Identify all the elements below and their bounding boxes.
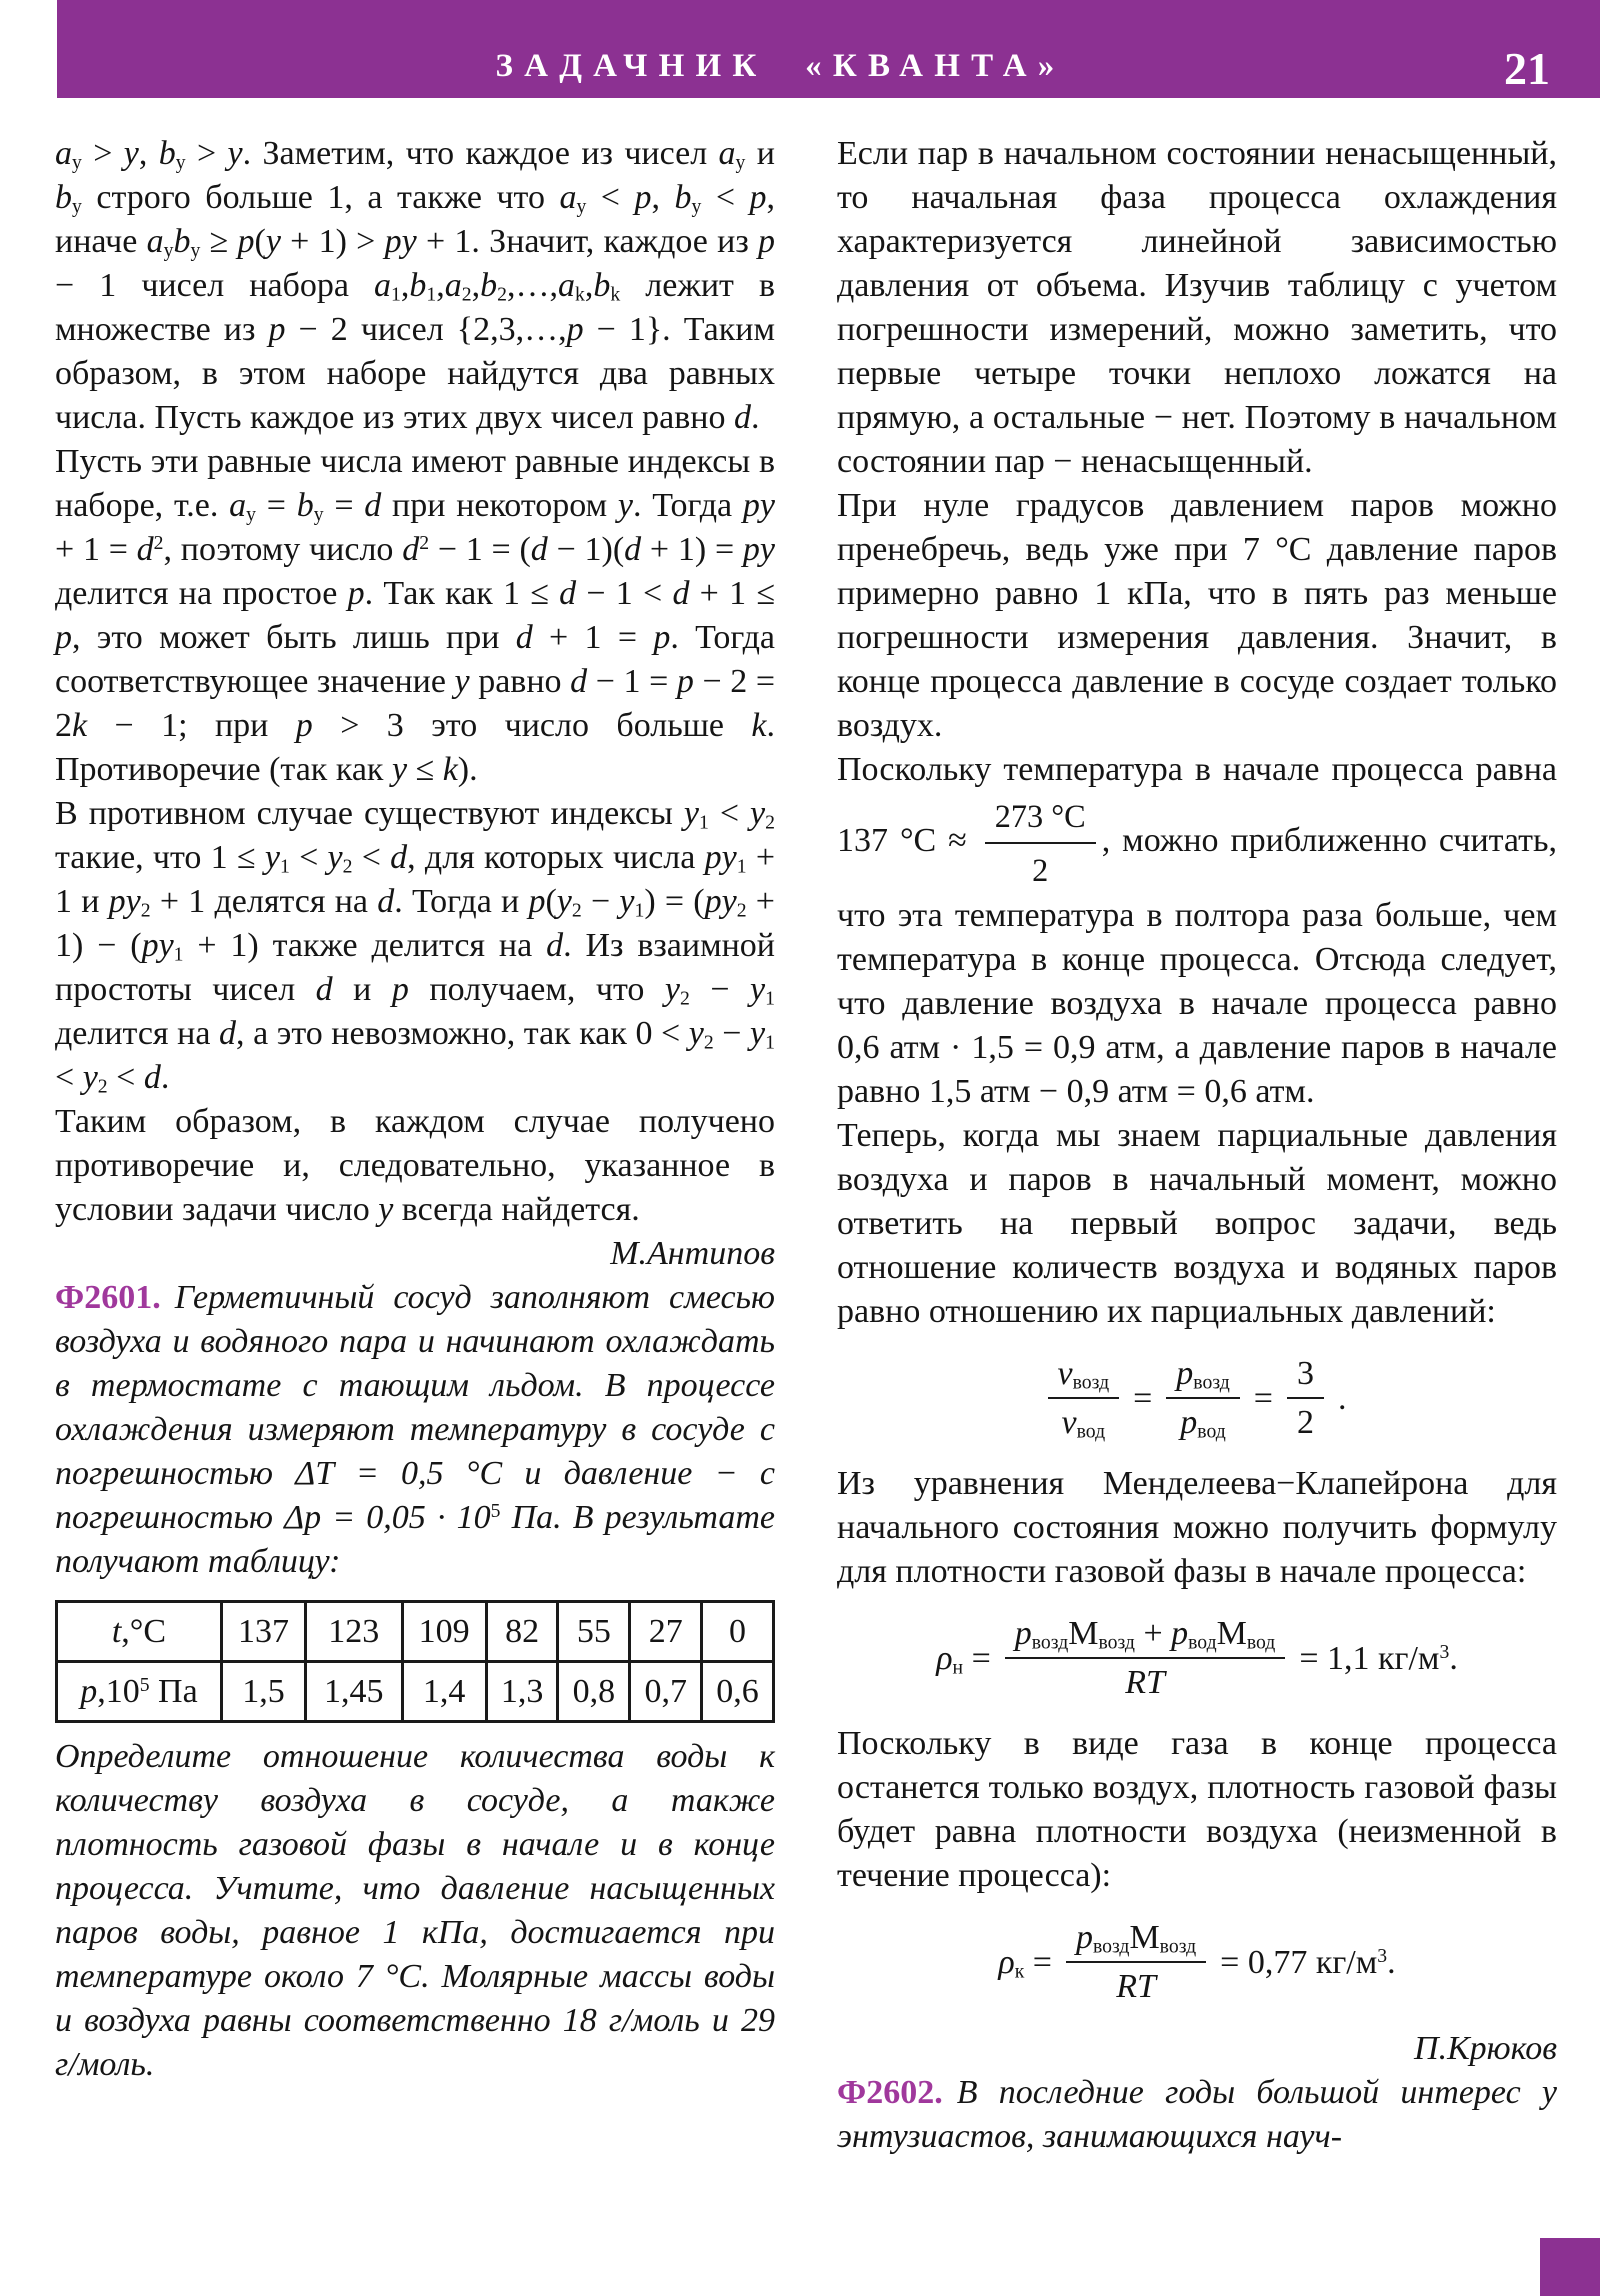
problem-statement: Герметичный сосуд заполняют смесью воздуха и водяного пара и начинают охлаждать в термостате с тающим льдом. В процессе охлаждения измеряют температуру в сосуде с погрешностью ΔT = 0,5 °C и давление − с погрешностью $\Delta p = 0,05 \cdot 10^5$ Па. В результате получают таблицу: <box>55 1279 775 1580</box>
table-cell: 27 <box>630 1602 702 1662</box>
fraction <box>1005 1612 1286 1704</box>
left-column <box>55 132 775 2159</box>
fraction-denominator: $p_{вод}$ <box>1166 1397 1239 1444</box>
formula-mole-ratio <box>837 1352 1557 1444</box>
table-cell: 109 <box>402 1602 486 1662</box>
problem-number-label: Ф2602. <box>837 2073 943 2111</box>
fraction-numerator: 3 <box>1296 1355 1314 1392</box>
table-cell: 0,7 <box>630 1662 702 1722</box>
equals-sign: = <box>1133 1379 1153 1417</box>
table-row-pressure <box>57 1662 774 1722</box>
table-row-temperature <box>57 1602 774 1662</box>
fraction-numerator: 273 °C <box>994 798 1086 834</box>
formula-rhs: = 1,1 $кг/м^3$. <box>1299 1639 1458 1677</box>
fraction-numerator: $\nu_{возд}$ <box>1057 1355 1110 1394</box>
section-title: ЗАДАЧНИК «КВАНТА» <box>495 48 1066 84</box>
fraction-numerator: $p_{возд}M_{возд}$ <box>1075 1919 1197 1958</box>
problem-number-label: Ф2601. <box>55 1279 161 1316</box>
measurement-table <box>55 1600 775 1723</box>
formula-density-final <box>837 1916 1557 2008</box>
formula-density-initial <box>837 1612 1557 1704</box>
inline-fraction <box>985 792 1096 894</box>
solution-paragraph: При нуле градусов давлением паров можно пренебречь, ведь уже при 7 °C давление паров примерно равно 1 кПа, что в пять раз меньше погрешности измерения давления. Значит, в конце процесса давление в сосуде создает только воздух. <box>837 487 1557 744</box>
text-before-fraction: Поскольку температура в начале процесса равна 137 °C ≈ <box>837 751 1557 859</box>
solution-paragraph-with-fraction <box>837 748 1557 1114</box>
table-cell: t,°C <box>57 1602 222 1662</box>
table-cell: 0 <box>702 1602 774 1662</box>
table-cell: 0,8 <box>558 1662 630 1722</box>
problem-f2602 <box>837 2071 1557 2159</box>
fraction-denominator: RT <box>1066 1961 1206 2008</box>
page-number: 21 <box>1504 43 1550 94</box>
solution-paragraph: Если пар в начальном состоянии ненасыщенный, то начальная фаза процесса охлаждения характеризуется линейной зависимостью давления от объема. Изучив таблицу с учетом погрешности измерений, можно заметить, что первые четыре точки неплохо ложатся на прямую, а остальные − нет. Поэтому в начальном состоянии пар − ненасыщенный. <box>837 135 1557 480</box>
author-signature: П.Крюков <box>1414 2029 1557 2067</box>
equals-sign: = <box>1253 1379 1273 1417</box>
solution-paragraph: Теперь, когда мы знаем парциальные давления воздуха и паров в начальный момент, можно ответить на первый вопрос задачи, ведь отношение количеств воздуха и водяных паров равно отношению их парциальных давлений: <box>837 1117 1557 1330</box>
solution-paragraph: Поскольку в виде газа в конце процесса останется только воздух, плотность газовой фазы будет равна плотности воздуха (неизменной в течение процесса): <box>837 1725 1557 1895</box>
fraction-denominator: $\nu_{вод}$ <box>1048 1397 1120 1444</box>
fraction <box>1066 1916 1206 2008</box>
page-body <box>55 132 1557 2159</box>
formula-lhs: $\rho_к$ = <box>998 1943 1052 1983</box>
solution-paragraph: В противном случае существуют индексы $y_1 < y_2$ такие, что $1 \le y_1 < y_2 < d$, для которых числа $py_1 + 1$ и $py_2 + 1$ делятся на d. Тогда и $p(y_2 - y_1) = (py_2 + 1) - (py_1 + 1)$ также делится на d. Из взаимной простоты чисел d и p получаем, что $y_2 - y_1$ делится на d, а это невозможно, так как $0 < y_2 - y_1 < y_2 < d$. <box>55 795 775 1098</box>
solution-paragraph: Из уравнения Менделеева−Клапейрона для начального состояния можно получить формулу для плотности газовой фазы в начале процесса: <box>837 1465 1557 1591</box>
fraction-denominator: RT <box>1005 1657 1286 1704</box>
header-bar <box>57 0 1600 98</box>
fraction <box>1166 1352 1239 1444</box>
solution-paragraph: Пусть эти равные числа имеют равные индексы в наборе, т.е. $a_y = b_y = d$ при некотором y. Тогда py + $1 = d^2$, поэтому число $d^2 - 1 = (d - 1)(d + 1)$ = py делится на простое p. Так как 1 ≤ d − 1 < d + 1 ≤ p, это может быть лишь при d + 1 = p. Тогда соответствующее значение y равно d − 1 = p − 2 = 2k − 1; при p > 3 это число больше k. Противоречие (так как y ≤ k). <box>55 443 776 788</box>
table-cell: 137 <box>221 1602 305 1662</box>
corner-decoration-square <box>1540 2238 1600 2296</box>
fraction <box>1048 1352 1120 1444</box>
table-cell: 55 <box>558 1602 630 1662</box>
right-column <box>837 132 1557 2159</box>
table-cell: 82 <box>486 1602 558 1662</box>
table-cell: 0,6 <box>702 1662 774 1722</box>
table-cell: $p,10^5$ Па <box>57 1662 222 1722</box>
table-cell: 123 <box>306 1602 402 1662</box>
fraction-numerator: $p_{возд}$ <box>1176 1355 1230 1394</box>
table-cell: 1,5 <box>221 1662 305 1722</box>
table-cell: 1,3 <box>486 1662 558 1722</box>
problem-statement-continued: Определите отношение количества воды к количеству воздуха в сосуде, а также плотность газовой фазы в начале и в конце процесса. Учтите, что давление насыщенных паров воды, равное 1 кПа, достигается при температуре около 7 °C. Молярные массы воды и воздуха равны соответственно 18 г/моль и 29 г/моль. <box>55 1738 775 2084</box>
formula-period: . <box>1337 1379 1347 1417</box>
problem-statement: В последние годы большой интерес у энтузиастов, занимающихся науч- <box>837 2073 1557 2155</box>
fraction-numerator: $p_{возд}M_{возд} + p_{вод}M_{вод}$ <box>1014 1615 1276 1654</box>
fraction <box>1287 1352 1324 1444</box>
table-cell: 1,4 <box>402 1662 486 1722</box>
text-after-fraction: , можно приближенно считать, что эта температура в полтора раза больше, чем температура в конце процесса. Отсюда следует, что давление воздуха в начале процесса равно 0,6 атм · 1,5 = 0,9 атм, а давление паров в начале равно 1,5 атм − 0,9 атм = 0,6 атм. <box>837 821 1557 1110</box>
fraction-denominator: 2 <box>1287 1397 1324 1444</box>
solution-paragraph: Таким образом, в каждом случае получено противоречие и, следовательно, указанное в условии задачи число y всегда найдется. <box>55 1103 775 1228</box>
formula-lhs: $\rho_н$ = <box>936 1639 991 1679</box>
problem-f2601 <box>55 1276 775 1584</box>
formula-rhs: = 0,77 $кг/м^3$. <box>1220 1943 1396 1981</box>
author-signature: М.Антипов <box>610 1235 775 1272</box>
solution-paragraph: $a_y > y$, $b_y > y$. Заметим, что каждое из чисел $a_y$ и $b_y$ строго больше 1, а также что $a_y < p$, $b_y < p$, иначе $a_yb_y \ge p(y + 1)$ > py + 1. Значит, каждое из p − 1 чисел набора $a_1,b_1,a_2,b_2,\dots,a_k,b_k$ лежит в множестве из p − 2 чисел {2,3,…,p − 1}. Таким образом, в этом наборе найдутся два равных числа. Пусть каждое из этих двух чисел равно d. <box>55 135 776 436</box>
fraction-denominator: 2 <box>985 842 1096 894</box>
table-cell: 1,45 <box>306 1662 402 1722</box>
